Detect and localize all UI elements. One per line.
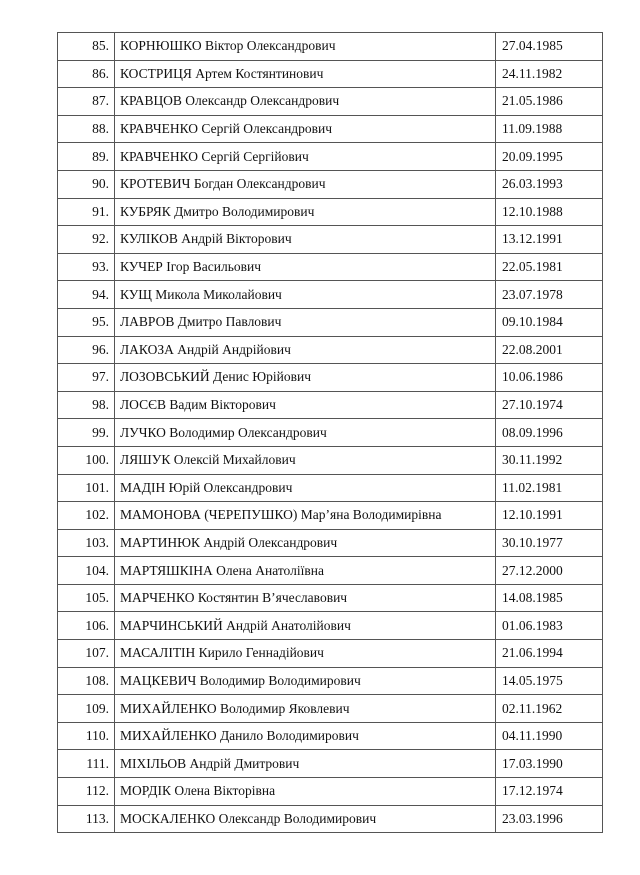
- person-name: МАРЧЕНКО Костянтин В’ячеславович: [115, 584, 496, 612]
- person-name: МАРЧИНСЬКИЙ Андрій Анатолійович: [115, 612, 496, 640]
- row-number: 107.: [58, 640, 115, 668]
- table-row: [58, 557, 603, 585]
- row-number: 85.: [58, 33, 115, 61]
- row-number: 88.: [58, 115, 115, 143]
- birth-date: 02.11.1962: [496, 695, 603, 723]
- row-number: 89.: [58, 143, 115, 171]
- birth-date: 20.09.1995: [496, 143, 603, 171]
- birth-date: 13.12.1991: [496, 226, 603, 254]
- birth-date: 01.06.1983: [496, 612, 603, 640]
- birth-date: 11.09.1988: [496, 115, 603, 143]
- person-name: МАРТИНЮК Андрій Олександрович: [115, 529, 496, 557]
- birth-date: 21.05.1986: [496, 88, 603, 116]
- row-number: 98.: [58, 391, 115, 419]
- birth-date: 12.10.1991: [496, 502, 603, 530]
- birth-date: 27.10.1974: [496, 391, 603, 419]
- row-number: 93.: [58, 253, 115, 281]
- table-row: [58, 667, 603, 695]
- person-list-table: [57, 32, 603, 833]
- birth-date: 23.03.1996: [496, 805, 603, 833]
- birth-date: 11.02.1981: [496, 474, 603, 502]
- person-name: МИХАЙЛЕНКО Володимир Яковлевич: [115, 695, 496, 723]
- table-row: [58, 308, 603, 336]
- table-row: [58, 336, 603, 364]
- birth-date: 26.03.1993: [496, 170, 603, 198]
- table-row: [58, 60, 603, 88]
- birth-date: 30.10.1977: [496, 529, 603, 557]
- table-row: [58, 529, 603, 557]
- row-number: 92.: [58, 226, 115, 254]
- birth-date: 17.03.1990: [496, 750, 603, 778]
- table-row: [58, 805, 603, 833]
- table-row: [58, 391, 603, 419]
- row-number: 99.: [58, 419, 115, 447]
- table-row: [58, 115, 603, 143]
- person-name: КУЩ Микола Миколайович: [115, 281, 496, 309]
- row-number: 100.: [58, 446, 115, 474]
- table-row: [58, 778, 603, 806]
- row-number: 105.: [58, 584, 115, 612]
- table-row: [58, 226, 603, 254]
- birth-date: 27.12.2000: [496, 557, 603, 585]
- row-number: 111.: [58, 750, 115, 778]
- birth-date: 10.06.1986: [496, 364, 603, 392]
- birth-date: 21.06.1994: [496, 640, 603, 668]
- person-name: КРОТЕВИЧ Богдан Олександрович: [115, 170, 496, 198]
- table-row: [58, 722, 603, 750]
- birth-date: 30.11.1992: [496, 446, 603, 474]
- person-name: КОРНЮШКО Віктор Олександрович: [115, 33, 496, 61]
- table-row: [58, 502, 603, 530]
- birth-date: 22.08.2001: [496, 336, 603, 364]
- person-name: МАСАЛІТІН Кирило Геннадійович: [115, 640, 496, 668]
- row-number: 113.: [58, 805, 115, 833]
- table-row: [58, 584, 603, 612]
- birth-date: 27.04.1985: [496, 33, 603, 61]
- table-row: [58, 750, 603, 778]
- row-number: 86.: [58, 60, 115, 88]
- person-name: МАДІН Юрій Олександрович: [115, 474, 496, 502]
- person-name: КРАВЧЕНКО Сергій Олександрович: [115, 115, 496, 143]
- table-row: [58, 612, 603, 640]
- row-number: 106.: [58, 612, 115, 640]
- person-name: МОСКАЛЕНКО Олександр Володимирович: [115, 805, 496, 833]
- table-row: [58, 33, 603, 61]
- table-row: [58, 170, 603, 198]
- person-name: ЛАВРОВ Дмитро Павлович: [115, 308, 496, 336]
- birth-date: 22.05.1981: [496, 253, 603, 281]
- person-name: МАЦКЕВИЧ Володимир Володимирович: [115, 667, 496, 695]
- birth-date: 14.08.1985: [496, 584, 603, 612]
- table-row: [58, 640, 603, 668]
- table-row: [58, 198, 603, 226]
- row-number: 90.: [58, 170, 115, 198]
- row-number: 91.: [58, 198, 115, 226]
- birth-date: 23.07.1978: [496, 281, 603, 309]
- person-name: КРАВЦОВ Олександр Олександрович: [115, 88, 496, 116]
- person-name: КРАВЧЕНКО Сергій Сергійович: [115, 143, 496, 171]
- birth-date: 12.10.1988: [496, 198, 603, 226]
- person-name: ЛЯШУК Олексій Михайлович: [115, 446, 496, 474]
- row-number: 108.: [58, 667, 115, 695]
- person-name: ЛУЧКО Володимир Олександрович: [115, 419, 496, 447]
- birth-date: 08.09.1996: [496, 419, 603, 447]
- row-number: 101.: [58, 474, 115, 502]
- row-number: 110.: [58, 722, 115, 750]
- person-name: МОРДІК Олена Вікторівна: [115, 778, 496, 806]
- person-name: ЛАКОЗА Андрій Андрійович: [115, 336, 496, 364]
- person-list-body: [58, 33, 603, 833]
- row-number: 102.: [58, 502, 115, 530]
- row-number: 109.: [58, 695, 115, 723]
- person-name: МАРТЯШКІНА Олена Анатоліївна: [115, 557, 496, 585]
- table-row: [58, 143, 603, 171]
- table-row: [58, 695, 603, 723]
- row-number: 103.: [58, 529, 115, 557]
- row-number: 95.: [58, 308, 115, 336]
- birth-date: 17.12.1974: [496, 778, 603, 806]
- birth-date: 14.05.1975: [496, 667, 603, 695]
- person-name: КУЛІКОВ Андрій Вікторович: [115, 226, 496, 254]
- birth-date: 24.11.1982: [496, 60, 603, 88]
- birth-date: 09.10.1984: [496, 308, 603, 336]
- row-number: 97.: [58, 364, 115, 392]
- row-number: 112.: [58, 778, 115, 806]
- person-name: ЛОСЄВ Вадим Вікторович: [115, 391, 496, 419]
- row-number: 104.: [58, 557, 115, 585]
- table-row: [58, 281, 603, 309]
- birth-date: 04.11.1990: [496, 722, 603, 750]
- person-name: КУЧЕР Ігор Васильович: [115, 253, 496, 281]
- person-name: МИХАЙЛЕНКО Данило Володимирович: [115, 722, 496, 750]
- table-row: [58, 88, 603, 116]
- row-number: 96.: [58, 336, 115, 364]
- table-row: [58, 446, 603, 474]
- row-number: 87.: [58, 88, 115, 116]
- person-name: КОСТРИЦЯ Артем Костянтинович: [115, 60, 496, 88]
- table-row: [58, 253, 603, 281]
- table-row: [58, 474, 603, 502]
- row-number: 94.: [58, 281, 115, 309]
- person-name: ЛОЗОВСЬКИЙ Денис Юрійович: [115, 364, 496, 392]
- person-name: МІХІЛЬОВ Андрій Дмитрович: [115, 750, 496, 778]
- person-name: КУБРЯК Дмитро Володимирович: [115, 198, 496, 226]
- table-row: [58, 419, 603, 447]
- table-row: [58, 364, 603, 392]
- person-name: МАМОНОВА (ЧЕРЕПУШКО) Мар’яна Володимирівна: [115, 502, 496, 530]
